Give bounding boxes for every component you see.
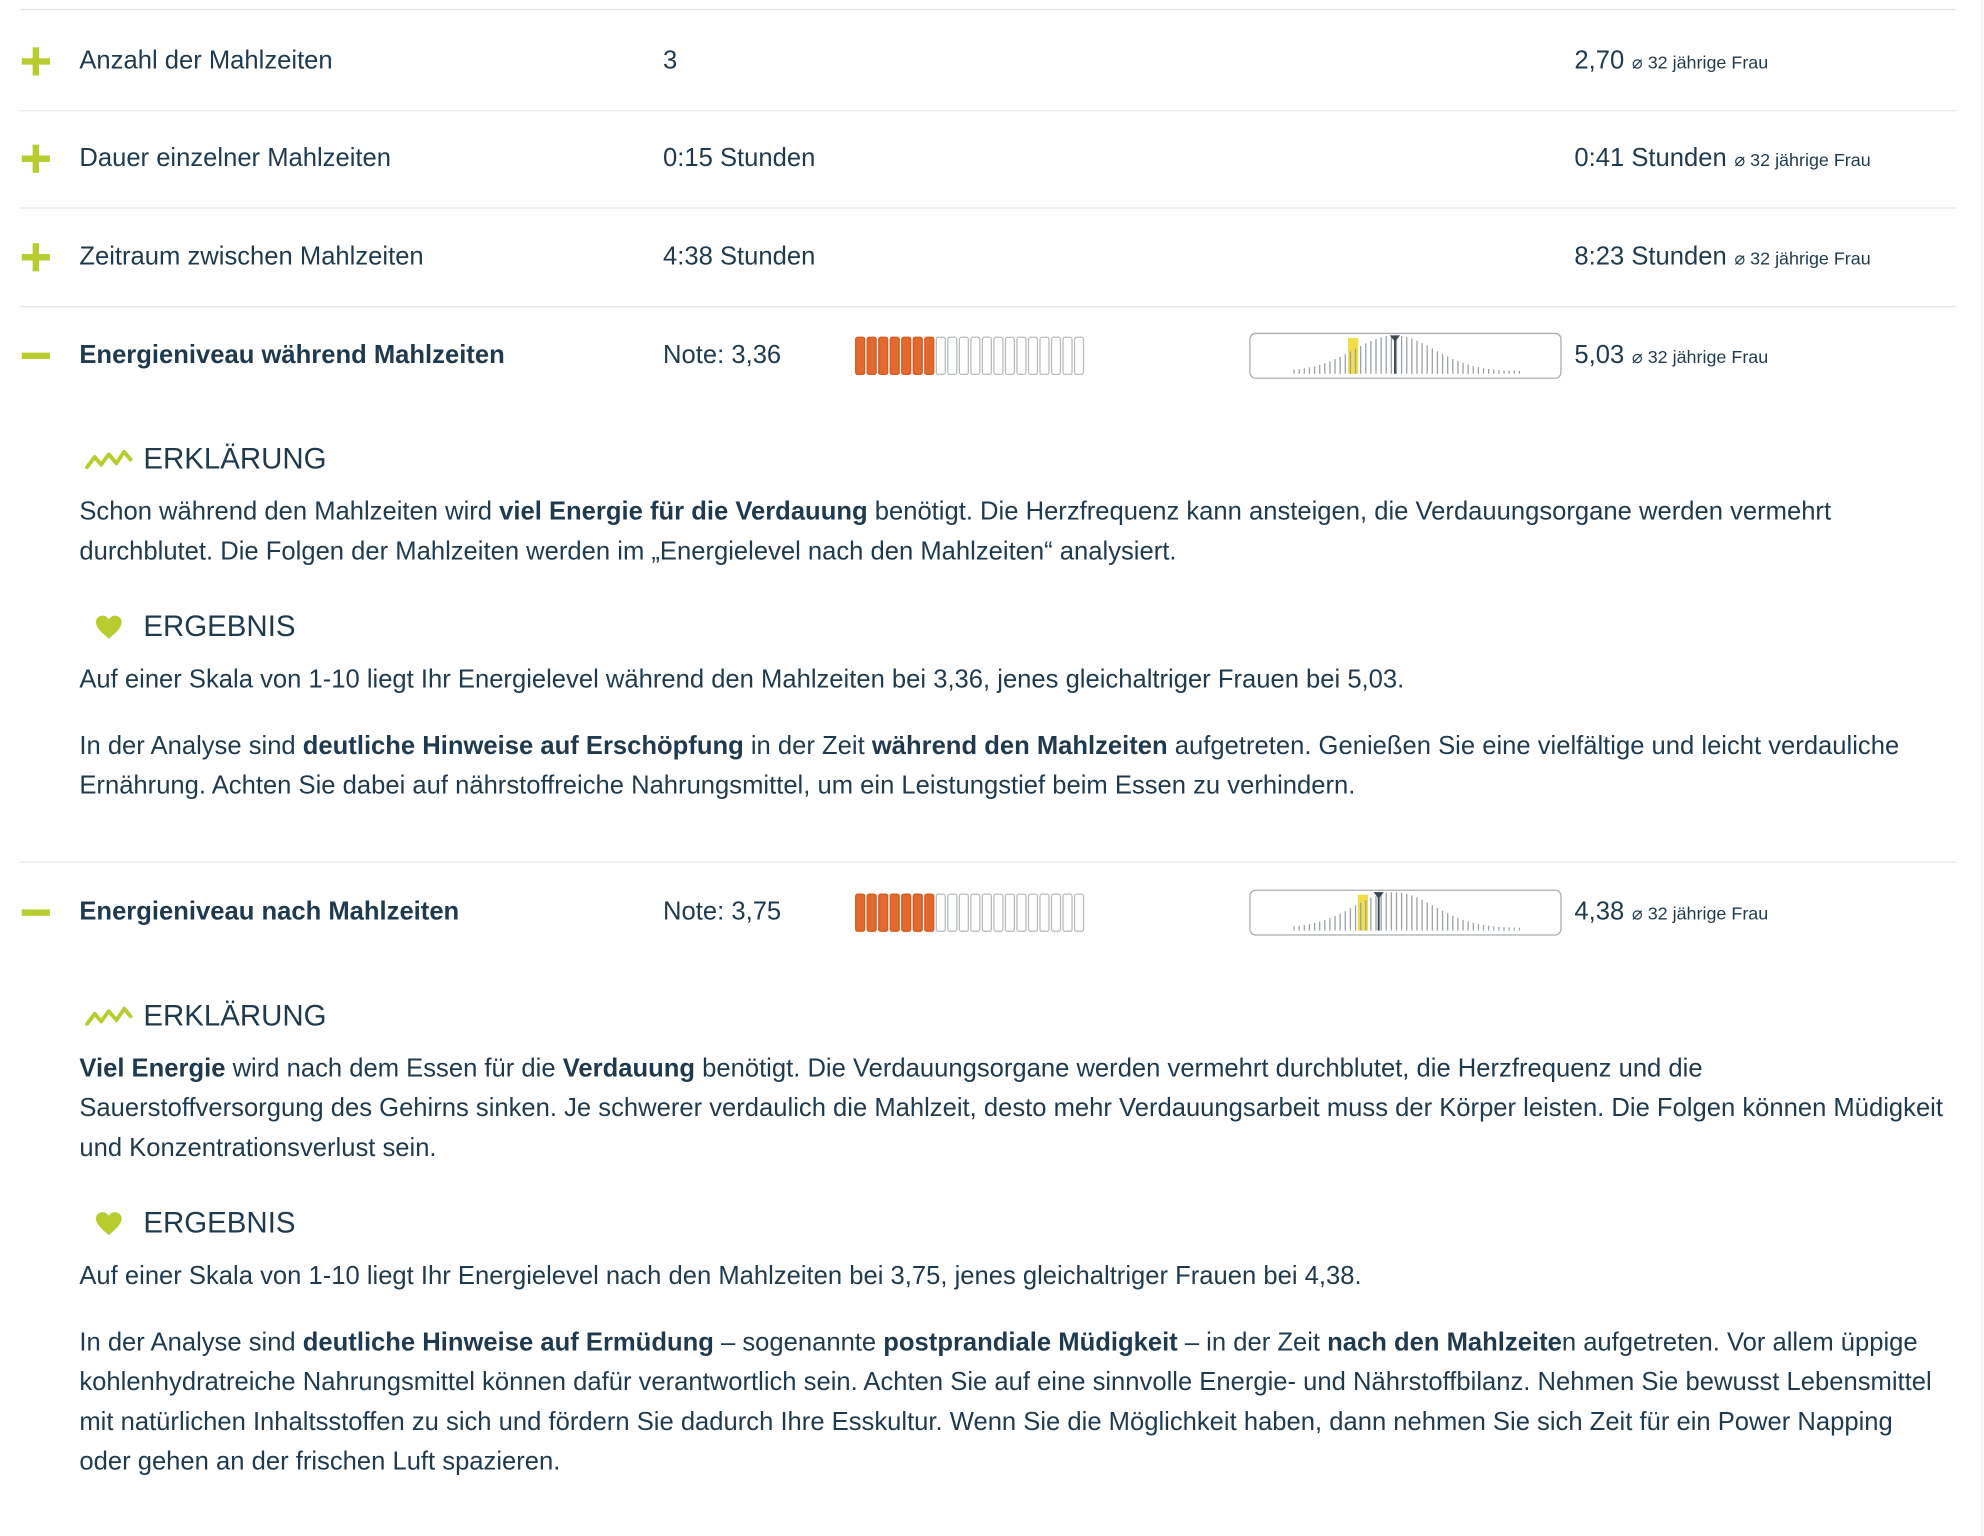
section-divider <box>20 861 1955 862</box>
average-marker-icon <box>1374 892 1384 898</box>
score-segment-empty <box>1074 337 1084 375</box>
score-segment-filled <box>855 893 865 931</box>
score-segment-filled <box>924 337 934 375</box>
average-value: 2,70 ⌀ 32 jährige Frau <box>1574 46 1769 75</box>
average-value: 4,38 ⌀ 32 jährige Frau <box>1574 897 1769 927</box>
score-segment-empty <box>947 893 957 931</box>
score-segment-filled <box>855 337 865 375</box>
distribution-chart <box>1249 333 1561 379</box>
score-segment-filled <box>890 337 900 375</box>
plus-icon[interactable] <box>20 46 51 77</box>
score-segment-empty <box>959 337 969 375</box>
score-segment-filled <box>890 893 900 931</box>
user-score-marker <box>1348 338 1358 374</box>
score-segment-filled <box>901 893 911 931</box>
trend-icon <box>84 1002 133 1030</box>
explanation-text: Schon während den Mahlzeiten wird viel Energie für die Verdauung benötigt. Die Herzfrequenz kann ansteigen, die Verdauungsorgane werden vermehrt durchblutet. Die Folgen der Mahlzeiten werden im „Energielevel nach den Mahlzeiten“ analysiert. <box>79 497 1832 566</box>
score-segment-empty <box>1005 337 1015 375</box>
score-segment-empty <box>936 337 946 375</box>
trend-icon <box>84 445 133 473</box>
average-value: 0:41 Stunden ⌀ 32 jährige Frau <box>1574 144 1871 173</box>
analysis-text: In der Analyse sind deutliche Hinweise auf Ermüdung – sogenannte postprandiale Müdigkeit – in der Zeit nach den Mahlzeiten aufgetreten. Vor allem üppige kohlenhydratreiche Nahrungsmittel können dafür verantwortlich sein. Achten Sie auf eine sinnvolle Energie- und Nährstoffbilanz. Nehmen Sie bewusst Lebensmittel mit natürlichen Inhaltsstoffen zu sich und fördern Sie dadurch Ihre Esskultur. Wenn Sie die Möglichkeit haben, dann nehmen Sie sich Zeit für ein Power Napping oder gehen an der frischen Luft spazieren. <box>79 1328 1932 1476</box>
score-segment-empty <box>970 337 980 375</box>
row-label: Anzahl der Mahlzeiten <box>79 46 333 75</box>
result-text: Auf einer Skala von 1-10 liegt Ihr Energielevel nach den Mahlzeiten bei 3,75, jenes gleichaltriger Frauen bei 4,38. <box>79 1262 1362 1291</box>
average-value: 5,03 ⌀ 32 jährige Frau <box>1574 341 1769 370</box>
result-text: Auf einer Skala von 1-10 liegt Ihr Energielevel während den Mahlzeiten bei 3,36, jenes gleichaltriger Frauen bei 5,03. <box>79 665 1405 694</box>
table-row-dauer <box>20 110 1955 209</box>
score-segment-filled <box>913 337 923 375</box>
row-value: 0:15 Stunden <box>663 144 816 173</box>
result-heading: ERGEBNIS <box>84 1206 295 1241</box>
table-row-energie-waehrend <box>20 307 1955 404</box>
score-segment-empty <box>982 337 992 375</box>
row-label: Energieniveau während Mahlzeiten <box>79 341 505 370</box>
page-edge-divider <box>1981 0 1982 1536</box>
score-bar <box>855 337 1084 375</box>
heart-icon <box>84 614 133 640</box>
table-row-energie-nach <box>20 864 1955 961</box>
score-segment-filled <box>878 893 888 931</box>
average-value: 8:23 Stunden ⌀ 32 jährige Frau <box>1574 242 1871 271</box>
score-segment-empty <box>959 893 969 931</box>
minus-icon[interactable] <box>20 340 51 371</box>
table-row-anzahl <box>20 13 1955 112</box>
score-segment-filled <box>924 893 934 931</box>
score-segment-empty <box>1074 893 1084 931</box>
row-value: 4:38 Stunden <box>663 242 816 271</box>
score-segment-empty <box>1062 893 1072 931</box>
score-segment-empty <box>970 893 980 931</box>
score-segment-empty <box>1028 893 1038 931</box>
score-segment-filled <box>867 893 877 931</box>
explanation-heading: ERKLÄRUNG <box>84 442 326 477</box>
explanation-heading: ERKLÄRUNG <box>84 998 326 1033</box>
table-row-zeitraum <box>20 209 1955 308</box>
distribution-chart <box>1249 890 1561 936</box>
score-segment-empty <box>1051 337 1061 375</box>
score-segment-empty <box>1039 337 1049 375</box>
score-bar <box>855 893 1084 931</box>
row-value: 3 <box>663 46 678 75</box>
explanation-text: Viel Energie wird nach dem Essen für die Verdauung benötigt. Die Verdauungsorgane werden vermehrt durchblutet, die Herzfrequenz und die Sauerstoffversorgung des Gehirns sinken. Je schwerer verdaulich die Mahlzeit, desto mehr Verdauungsarbeit muss der Körper leisten. Die Folgen können Müdigkeit und Konzentrationsverlust sein. <box>79 1054 1944 1163</box>
score-segment-filled <box>878 337 888 375</box>
result-heading: ERGEBNIS <box>84 609 295 644</box>
row-label: Zeitraum zwischen Mahlzeiten <box>79 242 424 271</box>
score-note: Note: 3,36 <box>663 341 782 370</box>
minus-icon[interactable] <box>20 897 51 928</box>
score-segment-empty <box>1005 893 1015 931</box>
score-segment-filled <box>913 893 923 931</box>
top-divider <box>20 9 1955 10</box>
score-segment-empty <box>1051 893 1061 931</box>
score-segment-empty <box>1062 337 1072 375</box>
score-segment-empty <box>936 893 946 931</box>
row-label: Dauer einzelner Mahlzeiten <box>79 144 392 173</box>
plus-icon[interactable] <box>20 143 51 174</box>
score-segment-empty <box>1028 337 1038 375</box>
score-segment-empty <box>1016 337 1026 375</box>
user-score-marker <box>1358 895 1368 931</box>
row-label: Energieniveau nach Mahlzeiten <box>79 897 460 927</box>
score-segment-empty <box>993 893 1003 931</box>
score-segment-empty <box>947 337 957 375</box>
score-note: Note: 3,75 <box>663 897 782 927</box>
heart-icon <box>84 1210 133 1236</box>
analysis-text: In der Analyse sind deutliche Hinweise auf Erschöpfung in der Zeit während den Mahlzeiten aufgetreten. Genießen Sie eine vielfältige und leicht verdauliche Ernährung. Achten Sie dabei auf nährstoffreiche Nahrungsmittel, um ein Leistungstief beim Essen zu verhindern. <box>79 732 1900 800</box>
score-segment-filled <box>901 337 911 375</box>
score-segment-filled <box>867 337 877 375</box>
plus-icon[interactable] <box>20 242 51 273</box>
score-segment-empty <box>993 337 1003 375</box>
score-segment-empty <box>1016 893 1026 931</box>
score-segment-empty <box>1039 893 1049 931</box>
score-segment-empty <box>982 893 992 931</box>
